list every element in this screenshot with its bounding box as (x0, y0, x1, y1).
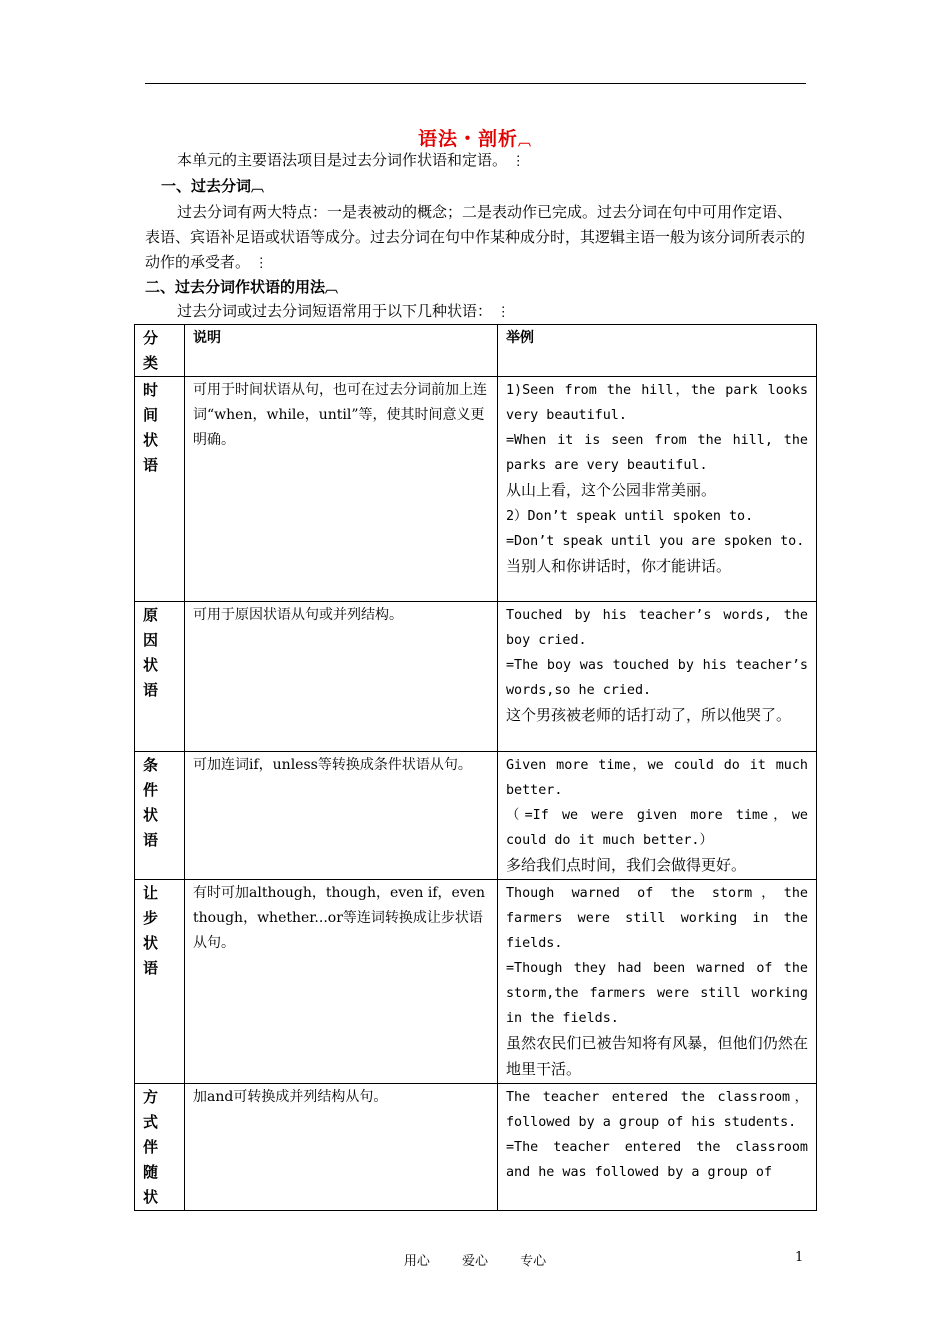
header-category: 分类 (135, 325, 185, 377)
example-line: （=If we were given more time，we could do it much better.） (506, 808, 808, 848)
example-line: =Don’t speak until you are spoken to. (506, 534, 805, 549)
row-examples (498, 1084, 817, 1211)
row-examples (498, 377, 817, 602)
example-line: Though warned of the storm，the farmers were still working in the fields. (506, 886, 808, 951)
format-mark-icon: ︹ (251, 180, 265, 195)
row-category: 条件状语 (135, 752, 185, 880)
format-mark-icon: ⋮ (254, 256, 268, 271)
row-examples (498, 752, 817, 880)
footer (0, 1250, 950, 1269)
example-line: 这个男孩被老师的话打动了，所以他哭了。 (506, 706, 792, 724)
row-description: 可加连词if，unless等转换成条件状语从句。 (185, 752, 498, 880)
row-examples (498, 880, 817, 1084)
example-line: 1)Seen from the hill，the park looks very beautiful. (506, 383, 808, 423)
example-line: 当别人和你讲话时，你才能讲话。 (506, 557, 732, 575)
table-row (135, 602, 817, 752)
example-line: =The boy was touched by his teacher’s words,so he cried. (506, 658, 808, 698)
example-line: 2）Don’t speak until spoken to. (506, 509, 754, 524)
row-category: 原因状语 (135, 602, 185, 752)
header-description: 说明 (185, 325, 498, 377)
page-number: 1 (795, 1250, 804, 1265)
footer-item: 用心 (403, 1254, 430, 1269)
section2-heading-text: 二、过去分词作状语的用法 (145, 278, 326, 296)
row-description: 加and可转换成并列结构从句。 (185, 1084, 498, 1211)
section1-heading (161, 174, 822, 200)
intro-paragraph (145, 148, 806, 174)
example-line: Touched by his teacher’s words, the boy cried. (506, 608, 808, 648)
section1-body-text: 过去分词有两大特点：一是表被动的概念；二是表动作已完成。过去分词在句中可用作定语、表语、宾语补足语或状语等成分。过去分词在句中作某种成分时，其逻辑主语一般为该分词所表示的动作的承受者。 (145, 203, 806, 271)
title-text: 语法・剖析 (417, 128, 518, 150)
section1-body (145, 200, 806, 276)
row-category: 时间状语 (135, 377, 185, 602)
row-description: 有时可加although，though，even if，even though，whether...or等连词转换成让步状语从句。 (185, 880, 498, 1084)
table-row (135, 880, 817, 1084)
grammar-table (134, 324, 817, 1211)
format-mark-icon: ⋮ (511, 154, 525, 169)
example-line: =Though they had been warned of the storm,the farmers were still working in the fields. (506, 961, 808, 1026)
format-mark-icon: ︹ (518, 134, 533, 149)
format-mark-icon: ⋮ (496, 305, 510, 320)
example-line: =The teacher entered the classroom and he was followed by a group of (506, 1140, 808, 1180)
section2-heading (145, 275, 806, 301)
table-row (135, 1084, 817, 1211)
table-header-row (135, 325, 817, 377)
row-examples (498, 602, 817, 752)
row-category: 方式伴随状 (135, 1084, 185, 1211)
row-description: 可用于原因状语从句或并列结构。 (185, 602, 498, 752)
example-line: Given more time，we could do it much better. (506, 758, 808, 798)
footer-item: 爱心 (461, 1254, 488, 1269)
format-mark-icon: ︹ (325, 281, 339, 296)
header-examples: 举例 (498, 325, 817, 377)
example-line: 虽然农民们已被告知将有风暴，但他们仍然在地里干活。 (506, 1034, 808, 1078)
footer-item: 专心 (520, 1254, 547, 1269)
intro-text: 本单元的主要语法项目是过去分词作状语和定语。 (177, 151, 508, 169)
example-line: 多给我们点时间，我们会做得更好。 (506, 856, 747, 874)
page-title (0, 124, 950, 151)
header-rule (145, 83, 806, 84)
example-line: The teacher entered the classroom，followed by a group of his students. (506, 1090, 808, 1130)
example-line: =When it is seen from the hill, the parks are very beautiful. (506, 433, 808, 473)
section1-heading-text: 一、过去分词 (161, 177, 252, 195)
row-category: 让步状语 (135, 880, 185, 1084)
section2-body (145, 299, 806, 325)
section2-body-text: 过去分词或过去分词短语常用于以下几种状语： (177, 302, 493, 320)
table-row (135, 377, 817, 602)
example-line: 从山上看，这个公园非常美丽。 (506, 481, 717, 499)
table-row (135, 752, 817, 880)
row-description: 可用于时间状语从句，也可在过去分词前加上连词“when，while，until”等，使其时间意义更明确。 (185, 377, 498, 602)
